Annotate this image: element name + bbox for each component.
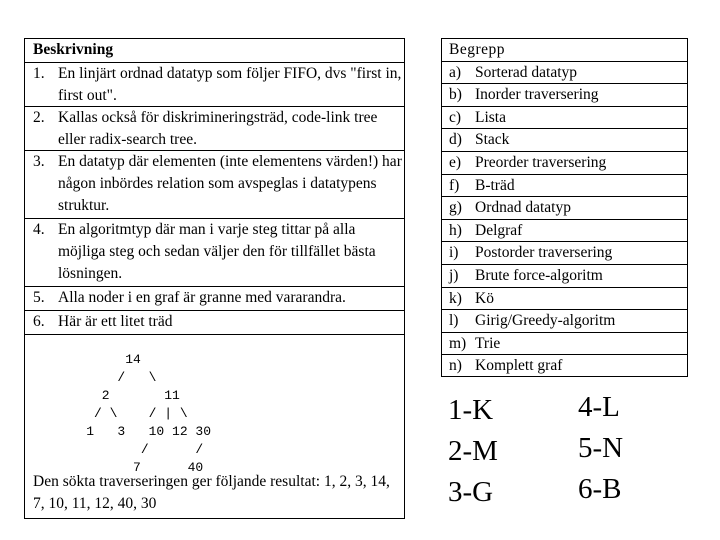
concept-row [442, 62, 687, 85]
concept-row [442, 355, 687, 378]
answer: 5-N [578, 432, 624, 464]
row-text: Sorterad datatyp [475, 63, 578, 81]
description-row [25, 151, 404, 219]
row-letter: f) [449, 176, 460, 194]
answer: 1-K [448, 394, 494, 426]
concept-row [442, 107, 687, 130]
row-number: 2. [33, 109, 45, 126]
row-text: Komplett graf [475, 357, 563, 375]
concept-row [442, 288, 687, 311]
row-letter: l) [449, 312, 459, 330]
row-number: 3. [33, 153, 45, 170]
row-text: Stack [475, 131, 510, 149]
concept-row [442, 84, 687, 107]
concept-row [442, 152, 687, 175]
row-number: 1. [33, 65, 45, 82]
concept-row [442, 310, 687, 333]
row-letter: n) [449, 357, 462, 375]
row-text: En datatyp där elementen (inte elementens värden!) har någon inbördes relation som avspeglas i datatypens struktur. [58, 153, 402, 214]
row-letter: j) [449, 266, 459, 284]
row-letter: e) [449, 153, 462, 171]
row-letter: c) [449, 108, 462, 126]
row-text: Brute force-algoritm [475, 266, 603, 284]
description-row [25, 107, 404, 151]
description-row [25, 63, 404, 107]
row-letter: m) [449, 334, 467, 352]
description-row [25, 311, 404, 335]
row-text: Lista [475, 108, 506, 126]
row-text: B-träd [475, 176, 515, 194]
row-text: Inorder traversering [475, 86, 599, 104]
row-letter: b) [449, 86, 462, 104]
answer: 2-M [448, 435, 498, 467]
row-letter: i) [449, 244, 459, 262]
row-letter: g) [449, 199, 462, 217]
description-row [25, 287, 404, 311]
row-text: Postorder traversering [475, 244, 613, 262]
answers-column-1 [448, 390, 498, 513]
answer: 3-G [448, 476, 494, 508]
row-text: Kallas också för diskrimineringsträd, code-link tree eller radix-search tree. [58, 109, 378, 148]
concept-row [442, 129, 687, 152]
row-number: 6. [33, 313, 45, 330]
row-text: En linjärt ordnad datatyp som följer FIFO, dvs "first in, first out". [58, 65, 402, 104]
description-row [25, 219, 404, 287]
concept-row [442, 197, 687, 220]
row-text: Kö [475, 289, 494, 307]
row-letter: k) [449, 289, 462, 307]
row-text: Delgraf [475, 221, 523, 239]
row-text: Här är ett litet träd [58, 313, 173, 330]
tree-diagram: 14 / \ 2 11 / \ / | \ 1 3 10 12 30 / / 7 40 [86, 352, 212, 475]
concepts-table [441, 38, 688, 377]
concept-row [442, 220, 687, 243]
row-letter: a) [449, 63, 462, 81]
concept-row [442, 333, 687, 356]
row-text: Preorder traversering [475, 153, 607, 171]
row-number: 5. [33, 289, 45, 306]
answer: 4-L [578, 391, 620, 423]
concept-row [442, 175, 687, 198]
row-letter: d) [449, 131, 462, 149]
description-table [24, 38, 405, 519]
concept-row [442, 242, 687, 265]
row-letter: h) [449, 221, 462, 239]
traversal-result: Den sökta traverseringen ger följande resultat: 1, 2, 3, 14, 7, 10, 11, 12, 40, 30 [33, 473, 390, 512]
concept-row [442, 265, 687, 288]
answer: 6-B [578, 473, 622, 505]
answers-column-2 [578, 387, 623, 510]
row-number: 4. [33, 221, 45, 238]
row-text: En algoritmtyp där man i varje steg tittar på alla möjliga steg och sedan väljer den för tillfället bästa lösningen. [58, 221, 376, 282]
description-header: Beskrivning [25, 39, 404, 63]
row-text: Trie [475, 334, 501, 352]
row-text: Ordnad datatyp [475, 199, 571, 217]
row-text: Alla noder i en graf är granne med vararandra. [58, 289, 346, 306]
concepts-header: Begrepp [442, 39, 687, 62]
row-text: Girig/Greedy-algoritm [475, 312, 616, 330]
